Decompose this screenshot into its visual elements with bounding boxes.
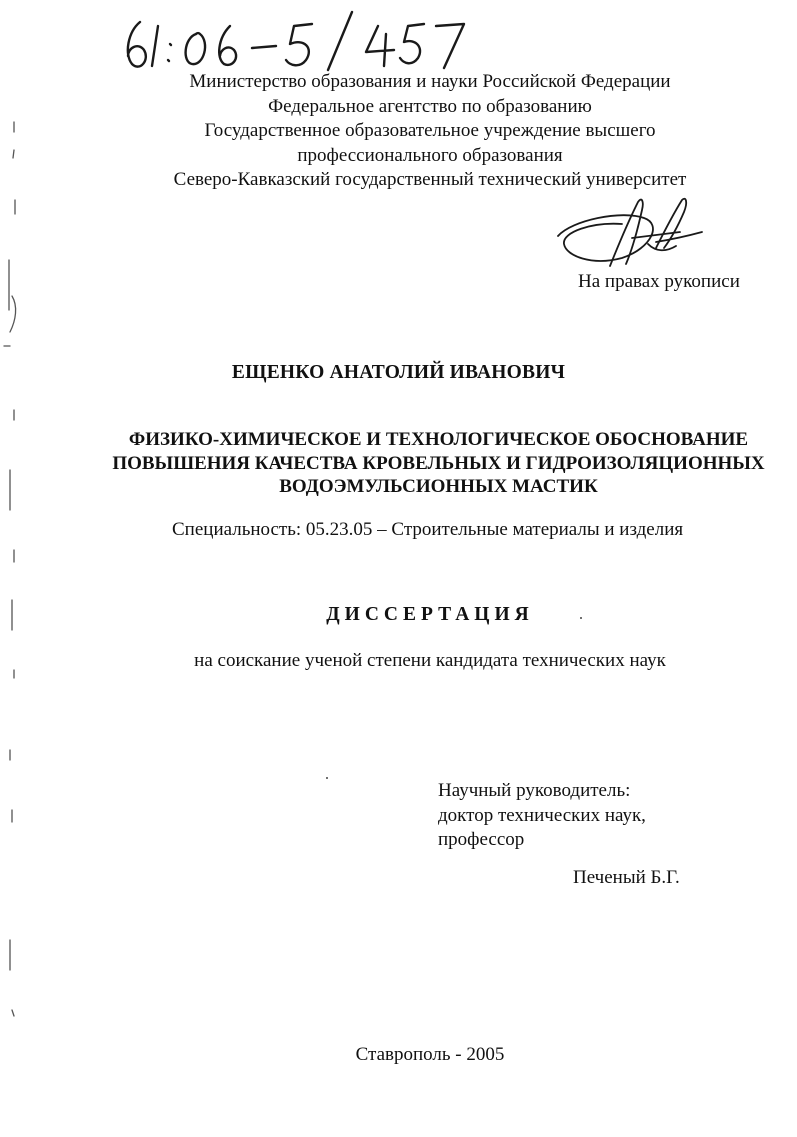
author-name: ЕЩЕНКО АНАТОЛИЙ ИВАНОВИЧ	[231, 362, 566, 383]
title-line-2: ПОВЫШЕНИЯ КАЧЕСТВА КРОВЕЛЬНЫХ И ГИДРОИЗОЛЯЦИОННЫХ	[112, 452, 765, 474]
manuscript-rights-note: На правах рукописи	[578, 271, 740, 292]
specialty-line: Специальность: 05.23.05 – Строительные материалы и изделия	[172, 519, 684, 540]
header-line-university: Северо-Кавказский государственный технический университет	[173, 169, 687, 190]
header-line-education-level: профессионального образования	[297, 144, 563, 166]
supervisor-block	[438, 779, 646, 853]
header-line-ministry: Министерство образования и науки Российской Федерации	[189, 71, 671, 92]
title-line-1: ФИЗИКО-ХИМИЧЕСКОЕ И ТЕХНОЛОГИЧЕСКОЕ ОБОСНОВАНИЕ	[128, 429, 749, 450]
handwritten-archive-number	[118, 4, 478, 76]
supervisor-degree: доктор технических наук,	[438, 804, 646, 826]
header-line-institution-type: Государственное образовательное учреждение высшего	[204, 120, 656, 141]
city-and-year: Ставрополь - 2005	[355, 1044, 505, 1065]
scan-speck	[580, 617, 582, 619]
degree-line: на соискание ученой степени кандидата технических наук	[194, 650, 666, 671]
scan-speck	[326, 777, 328, 779]
document-type-heading: ДИССЕРТАЦИЯ	[326, 604, 534, 625]
title-line-3: ВОДОЭМУЛЬСИОННЫХ МАСТИК	[279, 476, 598, 497]
supervisor-role: Научный руководитель:	[438, 780, 631, 801]
header-line-agency: Федеральное агентство по образованию	[268, 95, 592, 117]
dissertation-title	[80, 428, 797, 499]
binding-marks-drawing	[0, 110, 30, 1040]
archive-number-drawing	[118, 4, 478, 76]
supervisor-title: профессор	[438, 829, 525, 850]
supervisor-name: Печеный Б.Г.	[573, 867, 680, 888]
scan-binding-marks	[0, 110, 30, 1040]
institution-header	[100, 70, 760, 193]
